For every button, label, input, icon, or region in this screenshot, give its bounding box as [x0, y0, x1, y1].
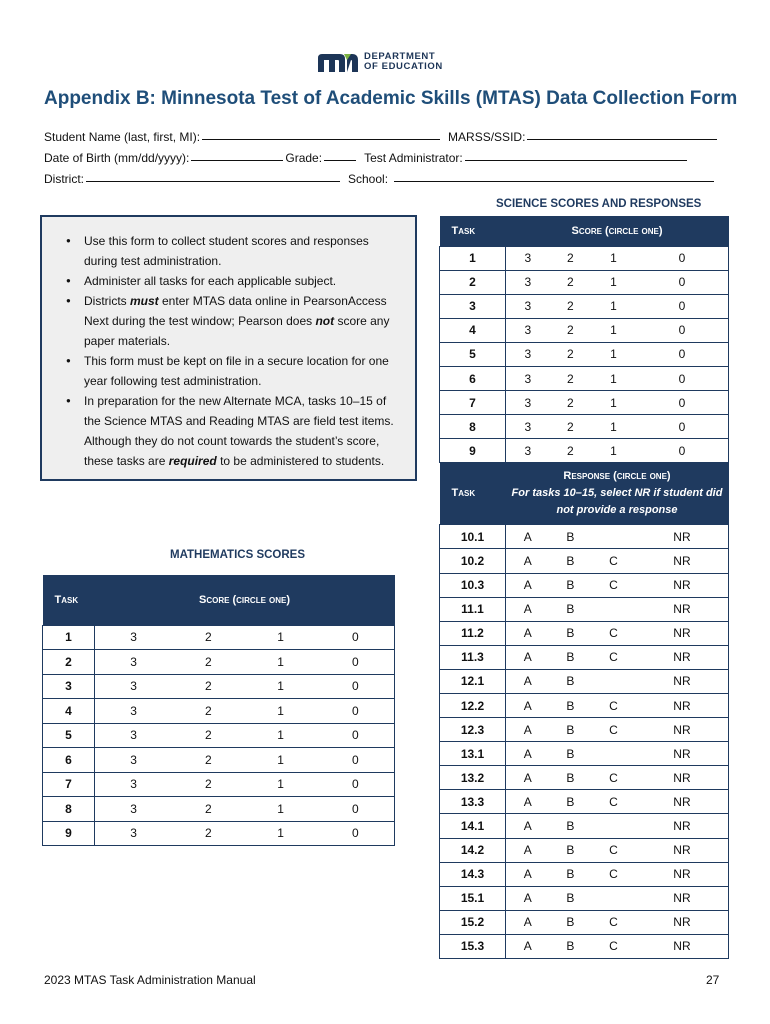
science-response-row	[440, 621, 729, 645]
task-number: 6	[440, 366, 506, 390]
mde-logo	[318, 52, 443, 72]
science-response-option[interactable]: A	[506, 862, 550, 886]
math-score-option[interactable]: 1	[244, 723, 316, 748]
task-number: 13.1	[440, 742, 506, 766]
science-response-option[interactable]: NR	[636, 621, 729, 645]
science-response-row	[440, 669, 729, 693]
science-response-option[interactable]: B	[550, 814, 591, 838]
science-score-option[interactable]: 1	[591, 366, 636, 390]
math-score-option[interactable]: 2	[172, 821, 244, 846]
science-response-option[interactable]: NR	[636, 838, 729, 862]
science-heading: SCIENCE SCORES AND RESPONSES	[496, 198, 702, 210]
task-number: 14.1	[440, 814, 506, 838]
science-response-option[interactable]: C	[591, 573, 636, 597]
math-score-option[interactable]: 0	[317, 650, 395, 675]
science-score-option[interactable]: 3	[506, 342, 550, 366]
task-number: 4	[43, 699, 95, 724]
student-info-fields	[44, 127, 729, 190]
science-response-option[interactable]: B	[550, 573, 591, 597]
science-response-option[interactable]: B	[550, 669, 591, 693]
math-score-option[interactable]: 0	[317, 821, 395, 846]
math-score-option[interactable]: 3	[95, 699, 173, 724]
science-score-option[interactable]: 2	[550, 366, 591, 390]
science-score-header: Score (circle one)	[506, 216, 729, 246]
task-number: 14.3	[440, 862, 506, 886]
science-response-option[interactable]: A	[506, 742, 550, 766]
math-score-option[interactable]: 2	[172, 674, 244, 699]
science-score-option[interactable]: 2	[550, 439, 591, 463]
science-response-option[interactable]: A	[506, 549, 550, 573]
science-score-option[interactable]: 2	[550, 342, 591, 366]
science-score-option[interactable]: 0	[636, 270, 729, 294]
task-number: 9	[440, 439, 506, 463]
science-response-row	[440, 838, 729, 862]
math-heading: MATHEMATICS SCORES	[170, 549, 306, 561]
science-response-option[interactable]: NR	[636, 886, 729, 910]
science-score-option[interactable]: 2	[550, 415, 591, 439]
math-score-row	[43, 674, 395, 699]
science-response-option[interactable]: NR	[636, 525, 729, 549]
science-score-option[interactable]: 0	[636, 439, 729, 463]
math-score-row	[43, 797, 395, 822]
science-response-option[interactable]: A	[506, 814, 550, 838]
math-score-option[interactable]: 3	[95, 797, 173, 822]
science-score-row	[440, 270, 729, 294]
instruction-item: ● Use this form to collect student scores and responses during test administration.	[64, 231, 403, 271]
science-response-option[interactable]: B	[550, 862, 591, 886]
math-score-option[interactable]: 3	[95, 748, 173, 773]
science-score-option[interactable]: 0	[636, 391, 729, 415]
school-field[interactable]	[394, 169, 714, 182]
science-response-option[interactable]: NR	[636, 694, 729, 718]
math-score-option[interactable]: 0	[317, 625, 395, 650]
task-number: 11.3	[440, 645, 506, 669]
science-score-option[interactable]: 3	[506, 415, 550, 439]
science-response-option[interactable]: A	[506, 838, 550, 862]
science-response-row	[440, 742, 729, 766]
science-response-option[interactable]: NR	[636, 934, 729, 958]
science-score-option[interactable]: 0	[636, 318, 729, 342]
science-response-option[interactable]: C	[591, 838, 636, 862]
grade-field[interactable]	[324, 148, 356, 161]
science-score-row	[440, 246, 729, 270]
science-response-option	[591, 525, 636, 549]
math-score-option[interactable]: 3	[95, 821, 173, 846]
science-task-header: Task	[440, 216, 506, 246]
science-score-option[interactable]: 0	[636, 366, 729, 390]
science-response-option	[591, 742, 636, 766]
instruction-item: ● Districts must enter MTAS data online in PearsonAccess Next during the test window; Pearson does not score any paper materials.	[64, 291, 403, 351]
task-number: 9	[43, 821, 95, 846]
task-number: 12.2	[440, 694, 506, 718]
student-name-field[interactable]	[202, 127, 440, 140]
science-score-option[interactable]: 3	[506, 246, 550, 270]
science-score-option[interactable]: 2	[550, 246, 591, 270]
science-response-row	[440, 549, 729, 573]
science-response-option	[591, 814, 636, 838]
math-score-row	[43, 699, 395, 724]
marss-label: MARSS/SSID:	[448, 130, 526, 144]
science-response-option[interactable]: B	[550, 645, 591, 669]
math-score-option[interactable]: 3	[95, 723, 173, 748]
science-response-option[interactable]: NR	[636, 573, 729, 597]
science-response-option[interactable]: A	[506, 621, 550, 645]
science-response-option[interactable]: A	[506, 934, 550, 958]
science-response-option[interactable]: A	[506, 718, 550, 742]
science-score-option[interactable]: 1	[591, 318, 636, 342]
science-response-option[interactable]: NR	[636, 742, 729, 766]
science-score-option[interactable]: 0	[636, 294, 729, 318]
math-score-row	[43, 772, 395, 797]
science-response-option[interactable]: C	[591, 621, 636, 645]
science-response-option[interactable]: B	[550, 718, 591, 742]
science-score-option[interactable]: 2	[550, 391, 591, 415]
task-number: 12.3	[440, 718, 506, 742]
math-score-option[interactable]: 1	[244, 797, 316, 822]
task-number: 1	[440, 246, 506, 270]
response-note: For tasks 10–15, select NR if student did not provide a response	[511, 487, 723, 517]
science-response-option[interactable]: NR	[636, 790, 729, 814]
science-response-option[interactable]: NR	[636, 597, 729, 621]
math-score-option[interactable]: 3	[95, 650, 173, 675]
science-response-row	[440, 766, 729, 790]
math-score-option[interactable]: 3	[95, 625, 173, 650]
grade-label: Grade:	[285, 151, 323, 165]
science-response-option[interactable]: B	[550, 597, 591, 621]
footer-manual: 2023 MTAS Task Administration Manual	[44, 973, 256, 987]
math-score-option[interactable]: 2	[172, 699, 244, 724]
test-admin-field[interactable]	[465, 148, 687, 161]
science-score-option[interactable]: 1	[591, 294, 636, 318]
science-response-option[interactable]: A	[506, 910, 550, 934]
task-number: 5	[440, 342, 506, 366]
task-number: 10.1	[440, 525, 506, 549]
science-score-row	[440, 366, 729, 390]
math-score-row	[43, 723, 395, 748]
science-response-row	[440, 910, 729, 934]
logo-line1: DEPARTMENT	[364, 51, 436, 62]
science-response-option[interactable]: B	[550, 838, 591, 862]
math-score-row	[43, 748, 395, 773]
science-response-row	[440, 645, 729, 669]
task-number: 8	[440, 415, 506, 439]
science-response-option[interactable]: NR	[636, 645, 729, 669]
math-score-option[interactable]: 2	[172, 723, 244, 748]
science-response-option[interactable]: B	[550, 934, 591, 958]
science-response-option[interactable]: B	[550, 910, 591, 934]
math-score-header: Score (circle one)	[95, 575, 395, 625]
science-score-option[interactable]: 1	[591, 342, 636, 366]
science-score-option[interactable]: 0	[636, 415, 729, 439]
science-response-option[interactable]: C	[591, 934, 636, 958]
task-number: 15.1	[440, 886, 506, 910]
task-number: 5	[43, 723, 95, 748]
task-number: 15.2	[440, 910, 506, 934]
science-response-option[interactable]: NR	[636, 814, 729, 838]
science-response-option[interactable]: C	[591, 718, 636, 742]
science-score-option[interactable]: 3	[506, 270, 550, 294]
task-number: 13.3	[440, 790, 506, 814]
instruction-item: ● Administer all tasks for each applicable subject.	[64, 271, 403, 291]
science-score-option[interactable]: 1	[591, 391, 636, 415]
science-response-row	[440, 934, 729, 958]
science-response-option[interactable]: B	[550, 886, 591, 910]
task-number: 11.1	[440, 597, 506, 621]
science-response-row	[440, 525, 729, 549]
science-response-option[interactable]: A	[506, 886, 550, 910]
science-response-option[interactable]: NR	[636, 549, 729, 573]
page-title: Appendix B: Minnesota Test of Academic Skills (MTAS) Data Collection Form	[44, 88, 738, 109]
math-score-row	[43, 650, 395, 675]
science-score-option[interactable]: 3	[506, 391, 550, 415]
math-score-option[interactable]: 0	[317, 674, 395, 699]
science-response-option[interactable]: A	[506, 694, 550, 718]
math-score-option[interactable]: 1	[244, 821, 316, 846]
response-header-label: Response (circle one)	[563, 470, 671, 483]
task-number: 8	[43, 797, 95, 822]
science-response-option[interactable]: B	[550, 790, 591, 814]
science-score-row	[440, 342, 729, 366]
logo-line2: OF EDUCATION	[364, 61, 443, 72]
science-score-row	[440, 318, 729, 342]
science-response-option[interactable]: C	[591, 549, 636, 573]
science-score-option[interactable]: 1	[591, 439, 636, 463]
science-score-option[interactable]: 3	[506, 366, 550, 390]
math-score-option[interactable]: 0	[317, 772, 395, 797]
science-response-option[interactable]: C	[591, 766, 636, 790]
science-response-option[interactable]: C	[591, 694, 636, 718]
task-number: 14.2	[440, 838, 506, 862]
math-score-option[interactable]: 2	[172, 650, 244, 675]
task-number: 7	[440, 391, 506, 415]
science-response-option[interactable]: C	[591, 862, 636, 886]
science-score-option[interactable]: 1	[591, 246, 636, 270]
task-number: 2	[440, 270, 506, 294]
science-response-option[interactable]: A	[506, 766, 550, 790]
science-response-option[interactable]: A	[506, 525, 550, 549]
science-response-option[interactable]: NR	[636, 718, 729, 742]
dob-label: Date of Birth (mm/dd/yyyy):	[44, 151, 190, 165]
task-number: 6	[43, 748, 95, 773]
science-response-row	[440, 814, 729, 838]
math-score-option[interactable]: 1	[244, 625, 316, 650]
task-number: 10.3	[440, 573, 506, 597]
science-score-option[interactable]: 2	[550, 294, 591, 318]
math-score-row	[43, 821, 395, 846]
science-response-option[interactable]: NR	[636, 910, 729, 934]
science-response-option[interactable]: B	[550, 621, 591, 645]
science-response-option[interactable]: C	[591, 910, 636, 934]
science-response-row	[440, 694, 729, 718]
task-number: 13.2	[440, 766, 506, 790]
science-response-option[interactable]: B	[550, 549, 591, 573]
science-response-row	[440, 597, 729, 621]
task-number: 2	[43, 650, 95, 675]
science-score-option[interactable]: 3	[506, 294, 550, 318]
task-number: 7	[43, 772, 95, 797]
science-scores-table	[439, 216, 729, 959]
science-score-option[interactable]: 0	[636, 342, 729, 366]
math-score-row	[43, 625, 395, 650]
science-response-option[interactable]: B	[550, 766, 591, 790]
math-scores-table	[42, 575, 395, 846]
science-score-option[interactable]: 3	[506, 318, 550, 342]
instruction-item: ● This form must be kept on file in a secure location for one year following test administration.	[64, 351, 403, 391]
math-score-option[interactable]: 1	[244, 699, 316, 724]
science-score-option[interactable]: 2	[550, 318, 591, 342]
science-response-option[interactable]: A	[506, 645, 550, 669]
science-response-option[interactable]: A	[506, 573, 550, 597]
math-score-option[interactable]: 0	[317, 797, 395, 822]
test-admin-label: Test Administrator:	[364, 151, 463, 165]
math-score-option[interactable]: 0	[317, 699, 395, 724]
math-score-option[interactable]: 1	[244, 674, 316, 699]
science-response-option[interactable]: C	[591, 645, 636, 669]
science-response-option[interactable]: NR	[636, 766, 729, 790]
task-number: 3	[43, 674, 95, 699]
task-number: 11.2	[440, 621, 506, 645]
math-score-option[interactable]: 3	[95, 674, 173, 699]
science-response-option[interactable]: NR	[636, 669, 729, 693]
science-response-option	[591, 669, 636, 693]
science-response-row	[440, 573, 729, 597]
math-score-option[interactable]: 0	[317, 748, 395, 773]
science-response-row	[440, 886, 729, 910]
math-score-option[interactable]: 0	[317, 723, 395, 748]
science-response-option	[591, 597, 636, 621]
science-response-row	[440, 862, 729, 886]
math-score-option[interactable]: 1	[244, 772, 316, 797]
science-response-option[interactable]: A	[506, 790, 550, 814]
science-response-header	[506, 463, 729, 525]
science-score-option[interactable]: 3	[506, 439, 550, 463]
science-response-option[interactable]: C	[591, 790, 636, 814]
science-score-row	[440, 294, 729, 318]
math-task-header: Task	[43, 575, 95, 625]
science-response-option[interactable]: B	[550, 525, 591, 549]
school-label: School:	[348, 172, 389, 186]
task-number: 1	[43, 625, 95, 650]
science-score-option[interactable]: 2	[550, 270, 591, 294]
science-task-header-2: Task	[440, 463, 506, 525]
math-score-option[interactable]: 2	[172, 625, 244, 650]
math-score-option[interactable]: 3	[95, 772, 173, 797]
task-number: 12.1	[440, 669, 506, 693]
instructions-box	[40, 215, 417, 481]
task-number: 15.3	[440, 934, 506, 958]
task-number: 10.2	[440, 549, 506, 573]
science-score-row	[440, 391, 729, 415]
marss-field[interactable]	[527, 127, 717, 140]
science-response-option[interactable]: A	[506, 669, 550, 693]
science-score-row	[440, 415, 729, 439]
science-response-option[interactable]: B	[550, 742, 591, 766]
science-response-option	[591, 886, 636, 910]
science-score-option[interactable]: 1	[591, 415, 636, 439]
science-response-row	[440, 790, 729, 814]
science-response-option[interactable]: A	[506, 597, 550, 621]
math-score-option[interactable]: 1	[244, 748, 316, 773]
science-score-option[interactable]: 1	[591, 270, 636, 294]
math-score-option[interactable]: 2	[172, 772, 244, 797]
math-score-option[interactable]: 1	[244, 650, 316, 675]
district-label: District:	[44, 172, 84, 186]
task-number: 3	[440, 294, 506, 318]
science-score-option[interactable]: 0	[636, 246, 729, 270]
science-score-row	[440, 439, 729, 463]
task-number: 4	[440, 318, 506, 342]
math-score-option[interactable]: 2	[172, 797, 244, 822]
mn-logo-icon	[318, 52, 358, 72]
dob-field[interactable]	[191, 148, 283, 161]
math-score-option[interactable]: 2	[172, 748, 244, 773]
page-number: 27	[706, 973, 720, 987]
science-response-row	[440, 718, 729, 742]
district-field[interactable]	[86, 169, 340, 182]
instruction-item: ● In preparation for the new Alternate MCA, tasks 10–15 of the Science MTAS and Reading MTAS are field test items. Although they do not count towards the student’s score, these tasks are required to be administered to students.	[64, 391, 403, 471]
science-response-option[interactable]: B	[550, 694, 591, 718]
science-response-option[interactable]: NR	[636, 862, 729, 886]
student-name-label: Student Name (last, first, MI):	[44, 130, 201, 144]
